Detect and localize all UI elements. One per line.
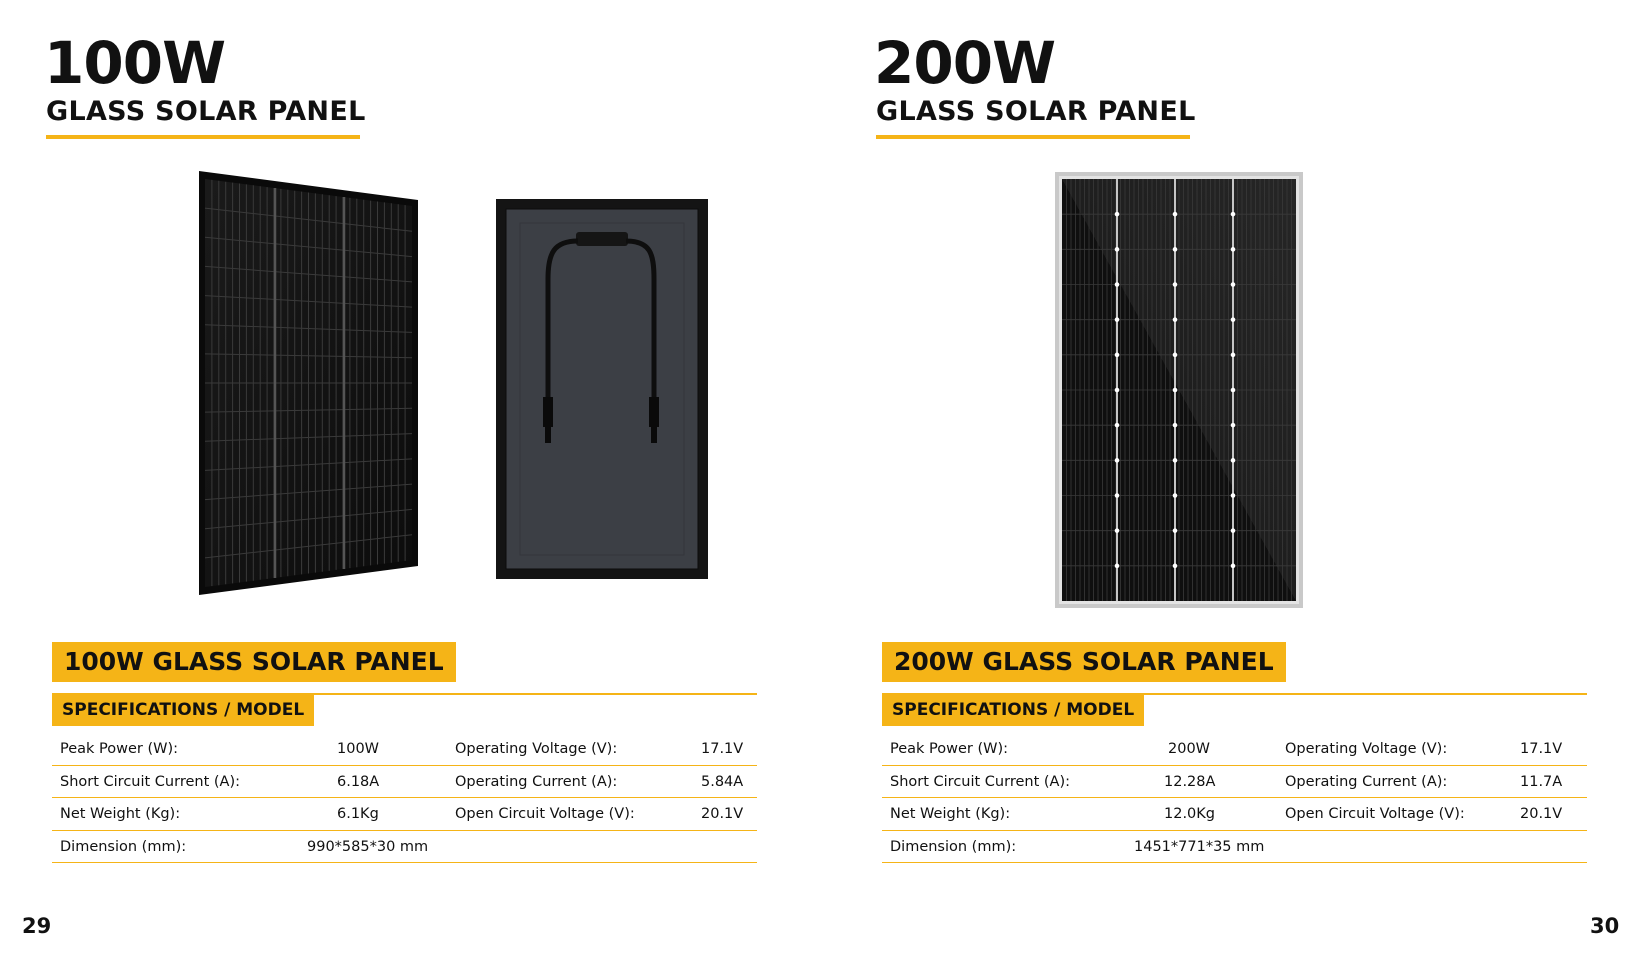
spec-value: 11.7A [1520,773,1563,790]
spec-banner-title: 200W GLASS SOLAR PANEL [882,642,1286,682]
spec-label: Operating Current (A): [1285,773,1448,790]
spec-value: 20.1V [701,806,744,822]
page-number: 30 [1590,914,1620,938]
spec-row [882,733,1587,766]
spec-table [52,733,757,863]
spec-value: 12.0Kg [1164,806,1215,822]
spec-value: 100W [337,741,380,757]
spec-value: 17.1V [701,741,744,757]
spec-banner-title: 100W GLASS SOLAR PANEL [52,642,456,682]
spec-label: Net Weight (Kg): [60,806,181,822]
product-subtitle: GLASS SOLAR PANEL [876,96,1196,127]
solar-panel-back-image [496,199,708,579]
spec-label: Open Circuit Voltage (V): [1285,806,1465,822]
spec-value: 6.1Kg [337,806,379,822]
spec-value: 17.1V [1520,741,1563,757]
spec-value: 6.18A [337,773,380,790]
spec-row [52,798,757,831]
spec-model-tag: SPECIFICATIONS / MODEL [52,695,314,726]
spec-row [52,831,757,864]
page-left [0,0,818,960]
spec-value: 200W [1168,741,1211,757]
page-number: 29 [22,914,52,938]
spec-value: 1451*771*35 mm [1134,838,1265,855]
spec-row [52,733,757,766]
spec-table [882,733,1587,863]
spec-row [882,766,1587,799]
spec-value: 12.28A [1164,773,1216,790]
product-subtitle: GLASS SOLAR PANEL [46,96,366,127]
spec-label: Short Circuit Current (A): [60,773,240,790]
spec-label: Dimension (mm): [60,838,187,855]
spec-value: 20.1V [1520,806,1563,822]
spec-row [882,831,1587,864]
spec-label: Operating Voltage (V): [1285,741,1448,757]
spec-label: Dimension (mm): [890,838,1017,855]
solar-panel-front-image [196,168,422,598]
spec-label: Operating Voltage (V): [455,741,618,757]
page-right [830,0,1637,960]
spec-label: Peak Power (W): [890,741,1009,757]
spec-label: Peak Power (W): [60,741,179,757]
title-underline [46,135,360,139]
spec-model-tag: SPECIFICATIONS / MODEL [882,695,1144,726]
spec-value: 5.84A [701,773,744,790]
spec-label: Operating Current (A): [455,773,618,790]
spec-label: Short Circuit Current (A): [890,773,1070,790]
spec-row [882,798,1587,831]
spec-header-row [882,693,1587,726]
product-watt-title: 200W [874,29,1056,97]
title-underline [876,135,1190,139]
spec-label: Open Circuit Voltage (V): [455,806,635,822]
spec-header-row [52,693,757,726]
solar-panel-silver-frame-image [1055,172,1303,608]
spec-row [52,766,757,799]
spec-label: Net Weight (Kg): [890,806,1011,822]
spec-value: 990*585*30 mm [307,838,429,855]
product-watt-title: 100W [44,29,226,97]
